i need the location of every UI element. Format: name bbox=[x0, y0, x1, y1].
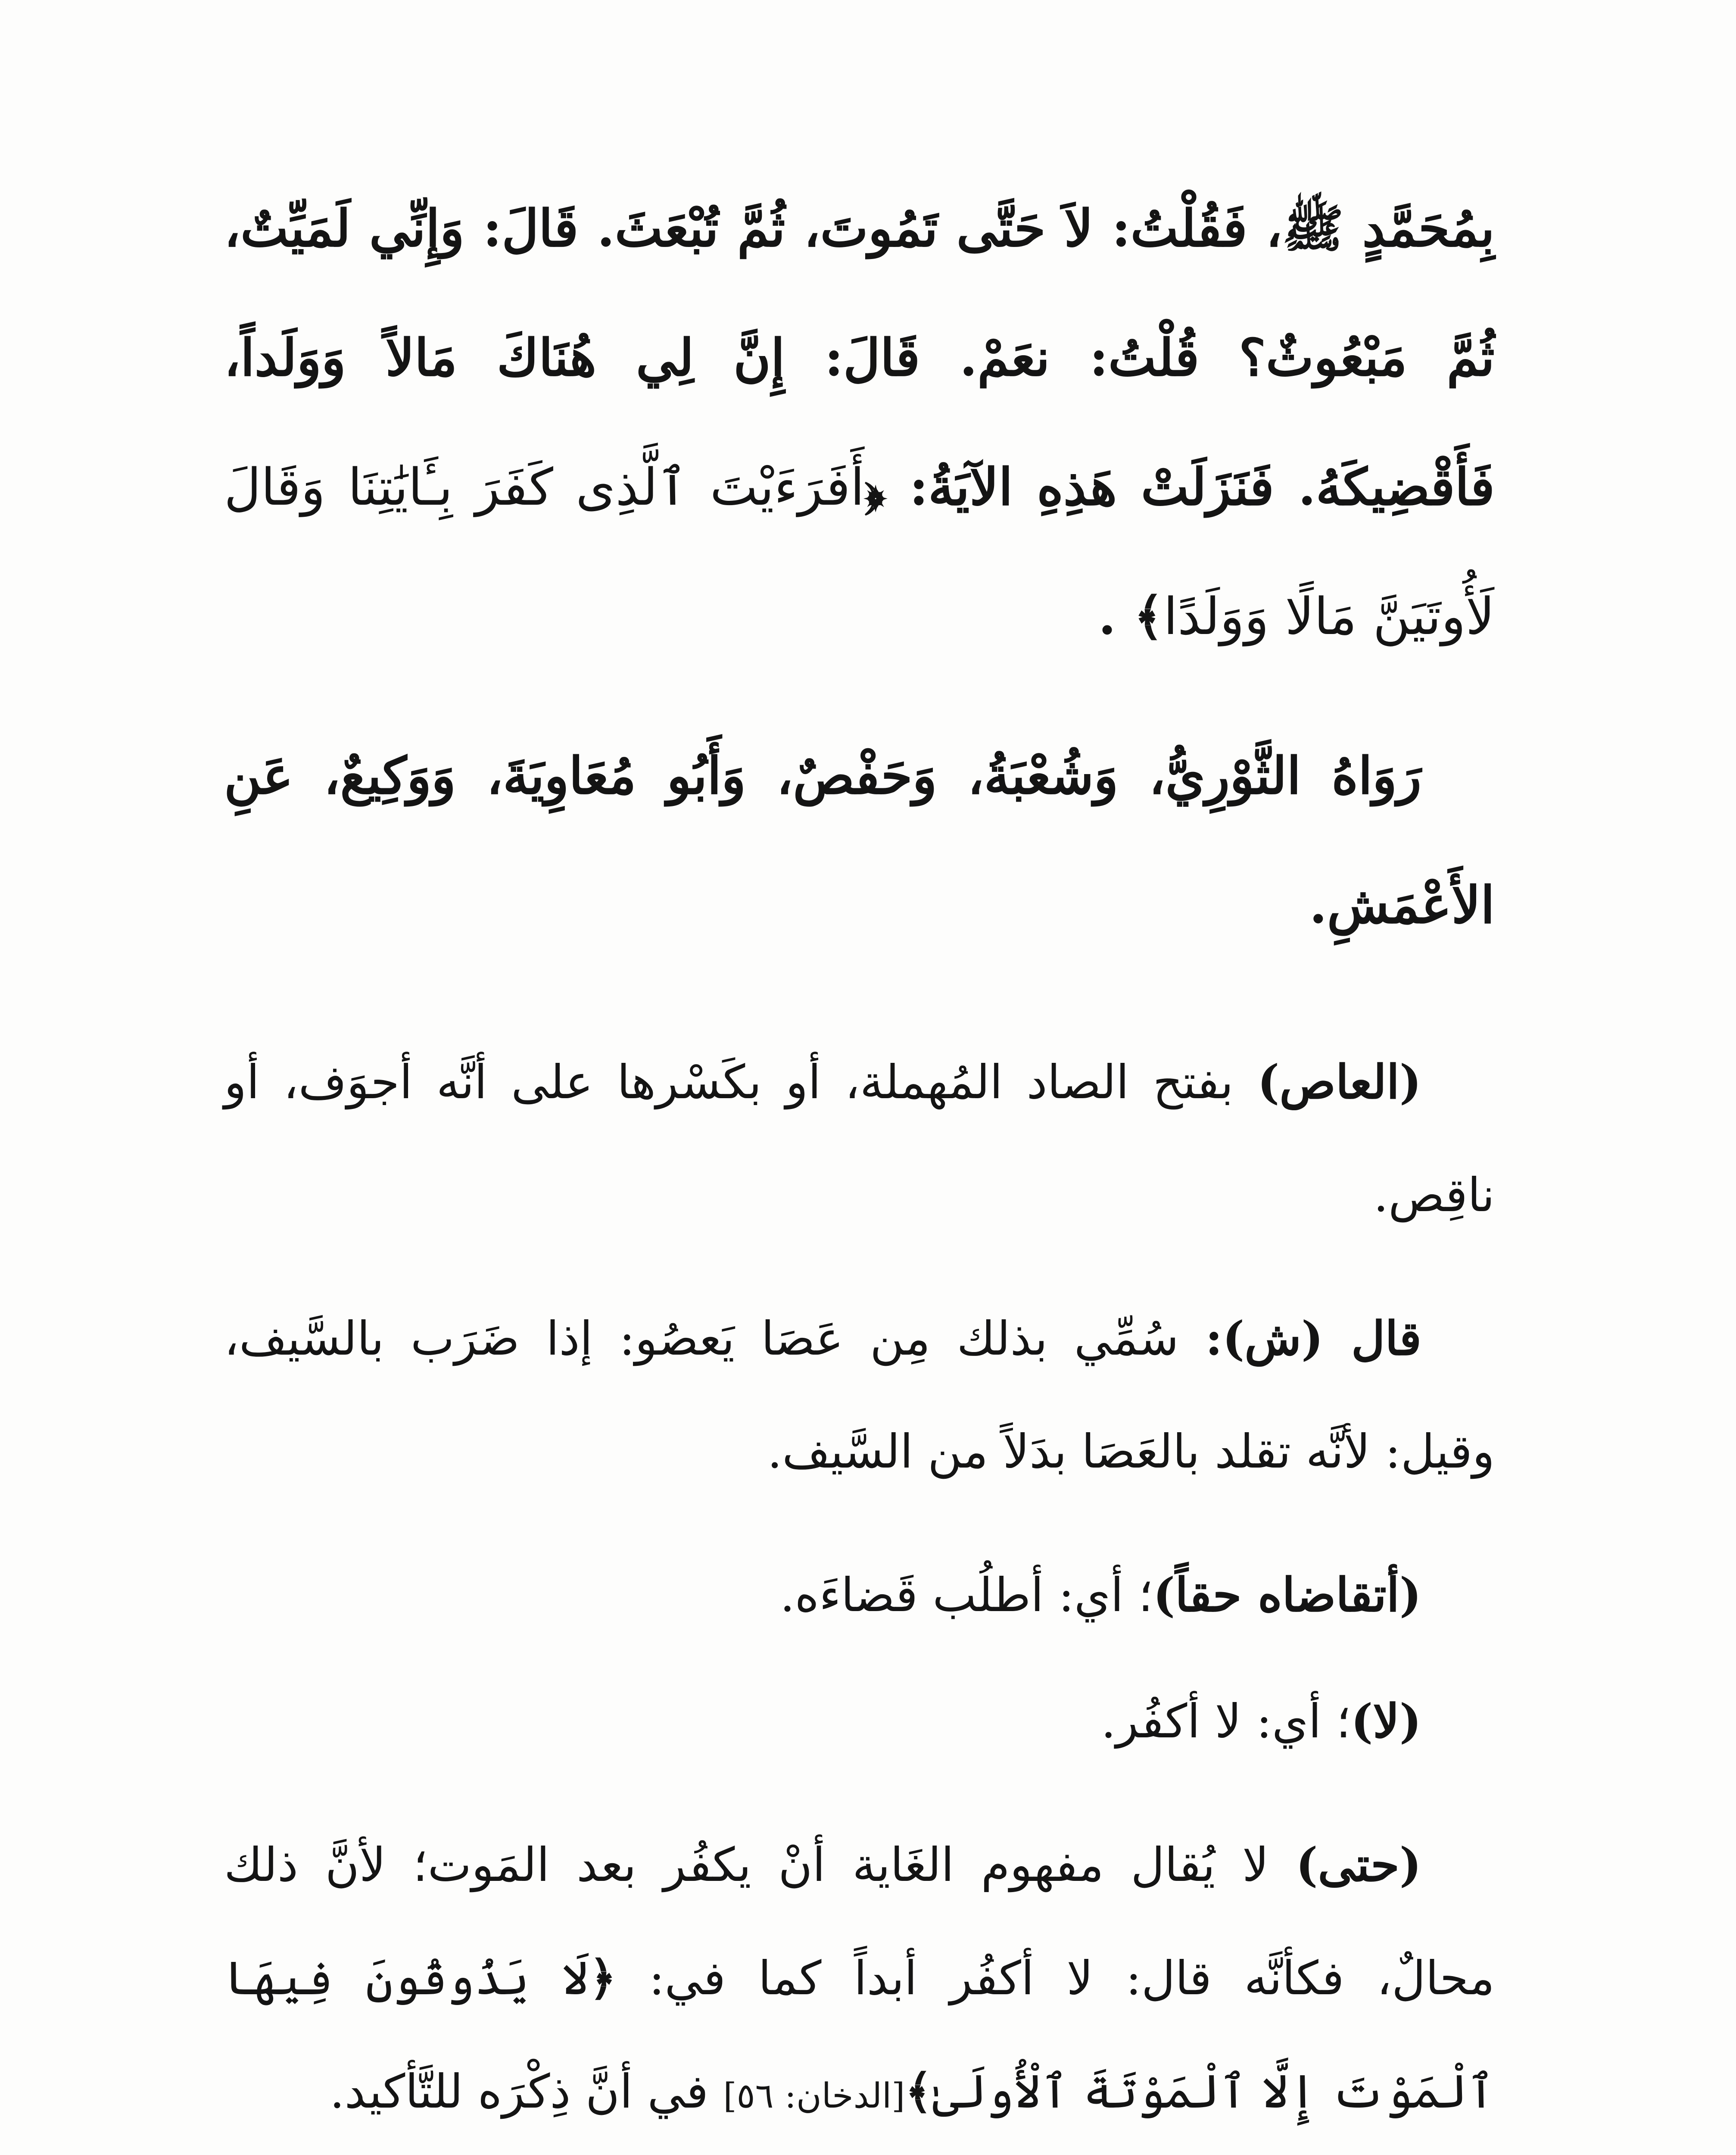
quran-bracket-close: ﴾ bbox=[1134, 586, 1164, 646]
commentary-term: (العاص) bbox=[1257, 1055, 1421, 1109]
commentary-paragraph bbox=[224, 1026, 1495, 1252]
quran-verse: لَا يَذُوقُونَ فِيهَا ٱلْمَوْتَ إِلَّا ٱلْمَوْتَةَ ٱلْأُولَىٰ bbox=[224, 1952, 1495, 2119]
quran-reference: [الدخان: ٥٦] bbox=[723, 2076, 905, 2116]
commentary-term: (حتى) bbox=[1296, 1838, 1421, 1892]
hadith-end-mark: . bbox=[1098, 586, 1134, 646]
commentary-term: (أتقاضاه حقاً) bbox=[1153, 1568, 1421, 1622]
commentary-paragraph bbox=[224, 1539, 1495, 1652]
hadith-line-1: بِمُحَمَّدٍ ﷺ، فَقُلْتُ: لاَ حَتَّى تَمُوتَ، ثُمَّ تُبْعَثَ. قَالَ: وَإِنِّي لَمَيِّتٌ، bbox=[224, 198, 1495, 258]
hadith-line-3-intro: فَنَزَلَتْ هَذِهِ الآيَةُ: bbox=[909, 457, 1274, 517]
commentary-text: سُمِّي بذلك مِن عَصَا يَعصُو: إذا ضَرَب بالسَّيف، وقيل: لأنَّه تقلد بالعَصَا بدَلاً من السَّيف. bbox=[224, 1312, 1495, 1479]
commentary-section bbox=[224, 1026, 1495, 2155]
quran-bracket-open: ﴿ bbox=[864, 457, 885, 517]
commentary-paragraph bbox=[224, 1808, 1495, 2152]
commentary-text: ؛ أي: أطلُب قَضاءَه. bbox=[780, 1568, 1153, 1622]
commentary-text: لا يُقال مفهوم الغَاية أنْ يكفُر بعد المَوت؛ لأنَّ ذلك محالٌ، فكأنَّه قال: لا أكفُر أبداً كما في: bbox=[224, 1838, 1495, 2005]
commentary-text-after: في أنَّ ذِكْرَه للتَّأكيد. bbox=[330, 2065, 723, 2119]
commentary-text: ؛ أي: لا أكفُر. bbox=[1101, 1695, 1351, 1749]
commentary-text: بفتح الصاد المُهملة، أو بكَسْرها على أنَّه أجوَف، أو ناقِص. bbox=[224, 1056, 1495, 1222]
riwaya-text bbox=[224, 711, 1495, 970]
quran-bracket-close: ﴾ bbox=[905, 2064, 932, 2119]
quran-verse: أَفَرَءَيْتَ ٱلَّذِى كَفَرَ بِـَٔايَٰتِنَا وَقَالَ لَأُوتَيَنَّ مَالًا وَوَلَدًا bbox=[224, 457, 1495, 646]
commentary-term: قال (ش): bbox=[1205, 1312, 1421, 1366]
quran-bracket-open: ﴿ bbox=[589, 1951, 617, 2005]
commentary-paragraph bbox=[224, 1282, 1495, 1508]
commentary-paragraph bbox=[224, 1665, 1495, 1778]
hadith-text bbox=[224, 164, 1495, 681]
hadith-line-2: ثُمَّ مَبْعُوثٌ؟ قُلْتُ: نعَمْ. قَالَ: إِنَّ لِي هُنَاكَ مَالاً وَوَلَداً، فَأَقْضِيكَهُ. bbox=[224, 328, 1495, 517]
commentary-term: (لا) bbox=[1351, 1694, 1421, 1749]
riwaya-line: رَوَاهُ الثَّوْرِيُّ، وَشُعْبَةُ، وَحَفْصٌ، وَأَبُو مُعَاوِيَةَ، وَوَكِيعٌ، عَنِ الأَعْمَشِ. bbox=[224, 746, 1495, 935]
